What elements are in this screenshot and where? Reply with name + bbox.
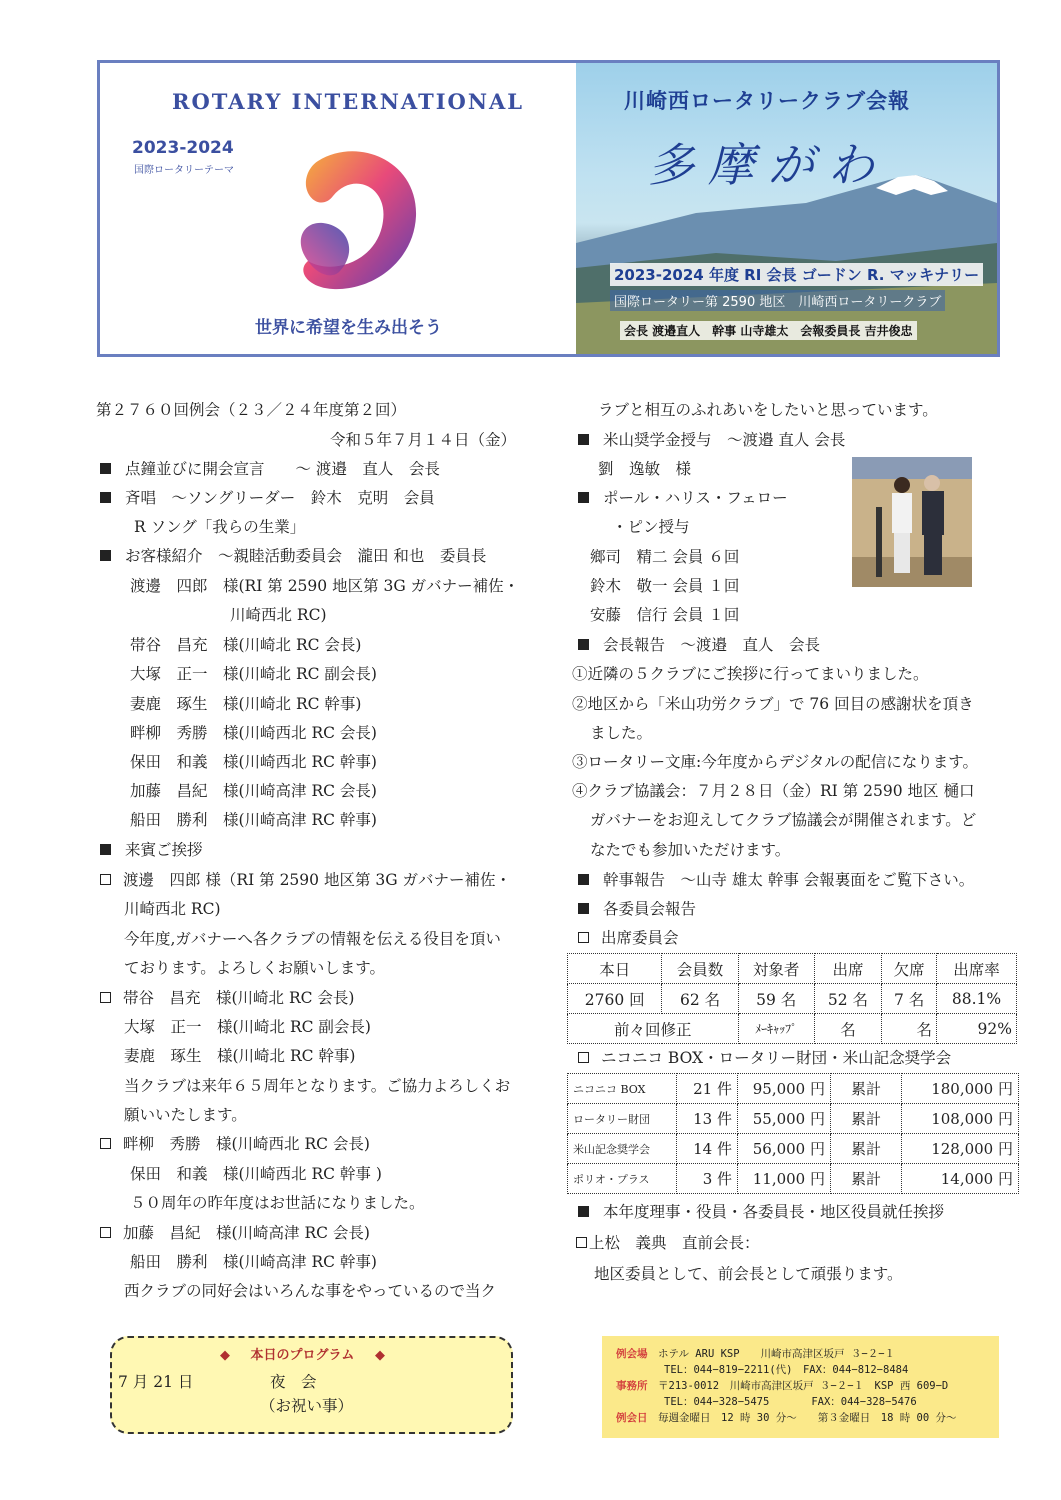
checkbox-icon	[578, 932, 589, 943]
donation-cum-label: 累計	[831, 1074, 902, 1104]
checkbox-icon	[576, 1237, 587, 1248]
list-item: 渡邊 四郎 様（RI 第 2590 地区第 3G ガバナー補佐・	[100, 868, 511, 890]
list-item: 保田 和義 様(川崎西北 RC 幹事)	[130, 753, 377, 771]
donation-label: 米山記念奨学会	[568, 1134, 677, 1164]
list-item: 妻鹿 琢生 様(川崎北 RC 幹事)	[130, 695, 362, 713]
table-cell: 88.1%	[937, 984, 1017, 1014]
list-item: ラブと相互のふれあいをしたいと思っています。	[598, 401, 938, 419]
meeting-number: 第２７６０回例会（２３／２４年度第２回）	[96, 401, 407, 419]
program-event: 夜 会	[270, 1373, 317, 1391]
list-item: 加藤 昌紀 様(川崎高津 RC 会長)	[100, 1221, 370, 1243]
donation-amount: 11,000 円	[738, 1164, 831, 1194]
list-item: 米山奨学金授与 ～渡邉 直人 会長	[578, 428, 845, 450]
bullet-square-icon	[578, 492, 589, 503]
list-item: 今年度,ガバナーへ各クラブの情報を伝える役目を頂い	[124, 930, 501, 948]
list-item: ③ロータリー文庫:今年度からデジタルの配信になります。	[572, 753, 979, 771]
donation-cumulative: 108,000 円	[902, 1104, 1019, 1134]
program-box	[110, 1336, 513, 1434]
donation-cum-label: 累計	[831, 1134, 902, 1164]
list-item: ました。	[590, 724, 653, 742]
ri-theme-logo-icon	[278, 141, 428, 301]
district-line: 国際ロータリー第 2590 地区 川崎西ロータリークラブ	[610, 290, 945, 311]
list-item: 上松 義典 直前会長：	[576, 1231, 760, 1253]
donation-label: ロータリー財団	[568, 1104, 677, 1134]
list-item: ①近隣の５クラブにご挨拶に行ってまいりました。	[572, 665, 929, 683]
table-cell: 前々回修正	[568, 1014, 739, 1044]
meeting-day-row: 例会日 毎週金曜日 12 時 30 分〜 第３金曜日 18 時 00 分〜	[616, 1412, 957, 1424]
table-row	[568, 984, 1017, 1014]
table-header: 会員数	[662, 954, 738, 984]
list-item: 点鐘並びに開会宣言 ～ 渡邉 直人 会長	[100, 457, 440, 479]
table-row	[568, 1014, 1017, 1044]
ri-president-line: 2023-2024 年度 RI 会長 ゴードン R. マッキナリー	[610, 263, 983, 286]
list-item: 渡邊 四郎 様(RI 第 2590 地区第 3G ガバナー補佐・	[130, 577, 520, 595]
donation-count: 21 件	[677, 1074, 738, 1104]
bullet-square-icon	[578, 639, 589, 650]
checkbox-icon	[578, 1052, 589, 1063]
list-item: ガバナーをお迎えしてクラブ協議会が開催されます。ど	[590, 811, 977, 829]
donation-cumulative: 14,000 円	[902, 1164, 1019, 1194]
table-row	[568, 1164, 1019, 1194]
program-note: （お祝い事）	[260, 1397, 354, 1415]
program-title: ◆ 本日のプログラム ◆	[220, 1348, 385, 1363]
donation-amount: 55,000 円	[738, 1104, 831, 1134]
ri-theme-panel	[100, 63, 576, 354]
table-header: 出席	[814, 954, 881, 984]
list-item: 加藤 昌紀 様(川崎高津 RC 会長)	[130, 782, 377, 800]
list-item: 船田 勝利 様(川崎高津 RC 幹事)	[130, 1253, 377, 1271]
checkbox-icon	[100, 874, 111, 885]
meeting-day-label: 例会日	[616, 1412, 648, 1424]
bullet-square-icon	[100, 463, 111, 474]
club-name-calligraphy: 多摩がわ	[648, 138, 888, 192]
list-item: 各委員会報告	[578, 897, 696, 919]
list-item: 大塚 正一 様(川崎北 RC 副会長)	[124, 1018, 371, 1036]
venue-row: 例会場 ホテル ARU KSP 川崎市高津区坂戸 ３−２−１	[616, 1348, 896, 1360]
table-cell: 52 名	[814, 984, 881, 1014]
header-banner	[97, 60, 1000, 357]
bullet-square-icon	[100, 550, 111, 561]
diamond-icon: ◆	[374, 1348, 385, 1363]
list-item: 会長報告 ～渡邉 直人 会長	[578, 633, 820, 655]
ri-slogan: 世界に希望を生み出そう	[255, 318, 442, 338]
list-item: 斉唱 ～ソングリーダー 鈴木 克明 会員	[100, 486, 435, 508]
program-date: 7 月 21 日	[118, 1373, 194, 1391]
table-cell: 2760 回	[568, 984, 662, 1014]
list-item: 鈴木 敬一 会員 １回	[590, 577, 740, 595]
list-item: 鄉司 精二 会員 ６回	[590, 548, 740, 566]
venue-label: 例会場	[616, 1348, 648, 1360]
donation-amount: 56,000 円	[738, 1134, 831, 1164]
bullet-square-icon	[100, 492, 111, 503]
table-row	[568, 1074, 1019, 1104]
list-item: 船田 勝利 様(川崎高津 RC 幹事)	[130, 811, 377, 829]
list-item: 幹事報告 ～山寺 雄太 幹事 会報裏面をご覧下さい。	[578, 868, 974, 890]
list-item: 来賓ご挨拶	[100, 838, 203, 860]
table-header: 出席率	[937, 954, 1017, 984]
donation-heading: ニコニコ BOX・ロータリー財団・米山記念奨学会	[578, 1046, 951, 1068]
table-cell: 名	[814, 1014, 881, 1044]
bullet-square-icon	[578, 874, 589, 885]
donation-cumulative: 128,000 円	[902, 1134, 1019, 1164]
diamond-icon: ◆	[220, 1348, 230, 1363]
table-cell: ﾒｰｷｬｯﾌﾟ	[738, 1014, 814, 1044]
list-item: 帯谷 昌充 様(川崎北 RC 会長)	[130, 636, 362, 654]
list-item: 本年度理事・役員・各委員長・地区役員就任挨拶	[578, 1200, 944, 1222]
table-cell: 7 名	[882, 984, 937, 1014]
list-item: 当クラブは来年６５周年となります。ご協力よろしくお	[124, 1077, 511, 1095]
bullet-square-icon	[578, 434, 589, 445]
table-row	[568, 954, 1017, 984]
table-cell: 59 名	[738, 984, 814, 1014]
table-header: 対象者	[738, 954, 814, 984]
table-cell: 名	[882, 1014, 937, 1044]
bullet-square-icon	[578, 1206, 589, 1217]
table-header: 本日	[568, 954, 662, 984]
list-item: お客様紹介 ～親睦活動委員会 瀧田 和也 委員長	[100, 544, 486, 566]
list-item: ポール・ハリス・フェロー	[578, 486, 788, 508]
list-item: R ソング「我らの生業」	[134, 518, 306, 536]
list-item: ております。よろしくお願いします。	[124, 959, 386, 977]
donation-cumulative: 180,000 円	[902, 1074, 1019, 1104]
meeting-date: 令和５年７月１４日（金）	[330, 431, 517, 449]
list-item: 願いいたします。	[124, 1106, 247, 1124]
office-row: 事務所 〒213-0012 川崎市高津区坂戸 ３−２−１ KSP 西 609−D	[616, 1380, 949, 1392]
list-item: 大塚 正一 様(川崎北 RC 副会長)	[130, 665, 377, 683]
donation-count: 14 件	[677, 1134, 738, 1164]
donation-cum-label: 累計	[831, 1164, 902, 1194]
list-item: 畔柳 秀勝 様(川崎西北 RC 会長)	[130, 724, 377, 742]
list-item: 妻鹿 琢生 様(川崎北 RC 幹事)	[124, 1047, 356, 1065]
office-tel: TEL：044−328−5475 FAX：044−328−5476	[664, 1396, 917, 1408]
venue-tel: TEL：044−819−2211(代) FAX：044−812−8484	[664, 1364, 909, 1376]
attendance-table	[567, 953, 1017, 1044]
ri-theme-label: 国際ロータリーテーマ	[134, 165, 234, 176]
list-item: ５０周年の昨年度はお世話になりました。	[130, 1194, 425, 1212]
club-title-panel	[576, 63, 997, 354]
list-item: 地区委員として、前会長として頑張ります。	[594, 1265, 903, 1283]
club-info-footer	[602, 1336, 999, 1438]
table-header: 欠席	[882, 954, 937, 984]
list-item: 保田 和義 様(川崎西北 RC 幹事 )	[130, 1165, 382, 1183]
checkbox-icon	[100, 992, 111, 1003]
office-label: 事務所	[616, 1380, 648, 1392]
officers-line: 会長 渡邉直人 幹事 山寺雄太 会報委員長 吉井俊忠	[620, 321, 917, 340]
club-bulletin-title: 川崎西ロータリークラブ会報	[624, 89, 910, 113]
donation-label: ニコニコ BOX	[568, 1074, 677, 1104]
checkbox-icon	[100, 1227, 111, 1238]
donation-amount: 95,000 円	[738, 1074, 831, 1104]
table-row	[568, 1104, 1019, 1134]
list-item: 帯谷 昌充 様(川崎北 RC 会長)	[100, 986, 354, 1008]
ri-title: ROTARY INTERNATIONAL	[172, 89, 525, 114]
list-item: 川崎西北 RC)	[124, 900, 221, 918]
list-item: ②地区から「米山功労クラブ」で 76 回目の感謝状を頂き	[572, 695, 974, 713]
award-ceremony-photo	[852, 457, 972, 587]
list-item: 畔柳 秀勝 様(川崎西北 RC 会長)	[100, 1132, 370, 1154]
donation-count: 13 件	[677, 1104, 738, 1134]
donation-cum-label: 累計	[831, 1104, 902, 1134]
ri-years: 2023-2024	[132, 138, 234, 158]
table-cell: 62 名	[662, 984, 738, 1014]
table-cell: 92%	[937, 1014, 1017, 1044]
bullet-square-icon	[100, 844, 111, 855]
table-row	[568, 1134, 1019, 1164]
list-item: 劉 逸敏 様	[598, 460, 692, 478]
donation-table	[567, 1073, 1019, 1194]
list-item: なたでも参加いただけます。	[590, 841, 791, 859]
list-item: 西クラブの同好会はいろんな事をやっているので当ク	[124, 1282, 497, 1300]
list-item: 出席委員会	[578, 926, 679, 948]
list-item: 安藤 信行 会員 １回	[590, 606, 740, 624]
list-item: 川崎西北 RC)	[230, 606, 327, 624]
bullet-square-icon	[578, 903, 589, 914]
checkbox-icon	[100, 1138, 111, 1149]
list-item: ・ピン授与	[612, 518, 690, 536]
list-item: ④クラブ協議会：７月２８日（金）RI 第 2590 地区 樋口	[572, 782, 975, 800]
donation-count: 3 件	[677, 1164, 738, 1194]
donation-label: ポリオ・プラス	[568, 1164, 677, 1194]
